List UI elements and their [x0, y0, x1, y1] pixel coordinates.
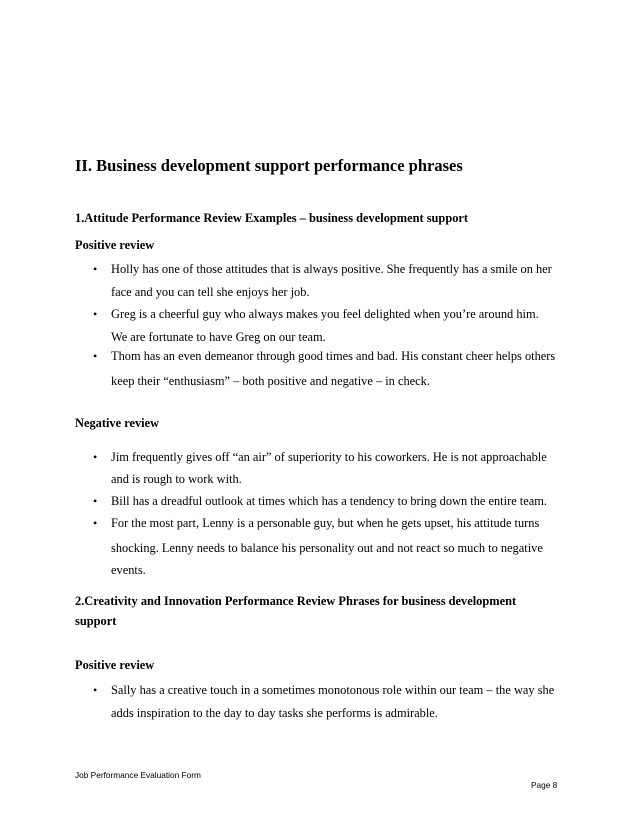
bullet-icon: •: [93, 683, 98, 697]
positive-review-label: Positive review: [75, 658, 155, 672]
bullet-icon: •: [93, 307, 98, 321]
bullet-icon: •: [93, 494, 98, 508]
list-item-line: Greg is a cheerful guy who always makes you feel delighted when you’re around him.: [111, 307, 539, 321]
section-heading: II. Business development support performance phrases: [75, 156, 463, 175]
list-item-line: Sally has a creative touch in a sometimes monotonous role within our team – the way she: [111, 683, 555, 697]
positive-review-label: Positive review: [75, 238, 155, 252]
list-item-line: Holly has one of those attitudes that is always positive. She frequently has a smile on her: [111, 262, 552, 276]
bullet-icon: •: [93, 516, 98, 530]
subsection-title-creativity-continued: support: [75, 614, 117, 628]
subsection-title-creativity: 2.Creativity and Innovation Performance Review Phrases for business development: [75, 594, 517, 608]
list-item-line: adds inspiration to the day to day tasks she performs is admirable.: [111, 706, 438, 720]
list-item-line: events.: [111, 563, 146, 577]
footer-form-name: Job Performance Evaluation Form: [75, 770, 201, 780]
list-item-line: and is rough to work with.: [111, 472, 242, 486]
bullet-icon: •: [93, 349, 98, 363]
list-item-line: face and you can tell she enjoys her job.: [111, 285, 310, 299]
list-item-line: shocking. Lenny needs to balance his personality out and not react so much to negative: [111, 541, 543, 555]
bullet-icon: •: [93, 450, 98, 464]
page-number: Page 8: [531, 780, 558, 790]
list-item-line: Jim frequently gives off “an air” of superiority to his coworkers. He is not approachable: [111, 450, 547, 464]
list-item-line: Bill has a dreadful outlook at times which has a tendency to bring down the entire team.: [111, 494, 547, 508]
subsection-title-attitude: 1.Attitude Performance Review Examples – business development support: [75, 211, 469, 225]
list-item-line: Thom has an even demeanor through good times and bad. His constant cheer helps others: [111, 349, 556, 363]
negative-review-label: Negative review: [75, 416, 160, 430]
bullet-icon: •: [93, 262, 98, 276]
list-item-line: keep their “enthusiasm” – both positive and negative – in check.: [111, 374, 430, 388]
list-item-line: We are fortunate to have Greg on our team.: [111, 330, 326, 344]
list-item-line: For the most part, Lenny is a personable guy, but when he gets upset, his attitude turns: [111, 516, 540, 530]
